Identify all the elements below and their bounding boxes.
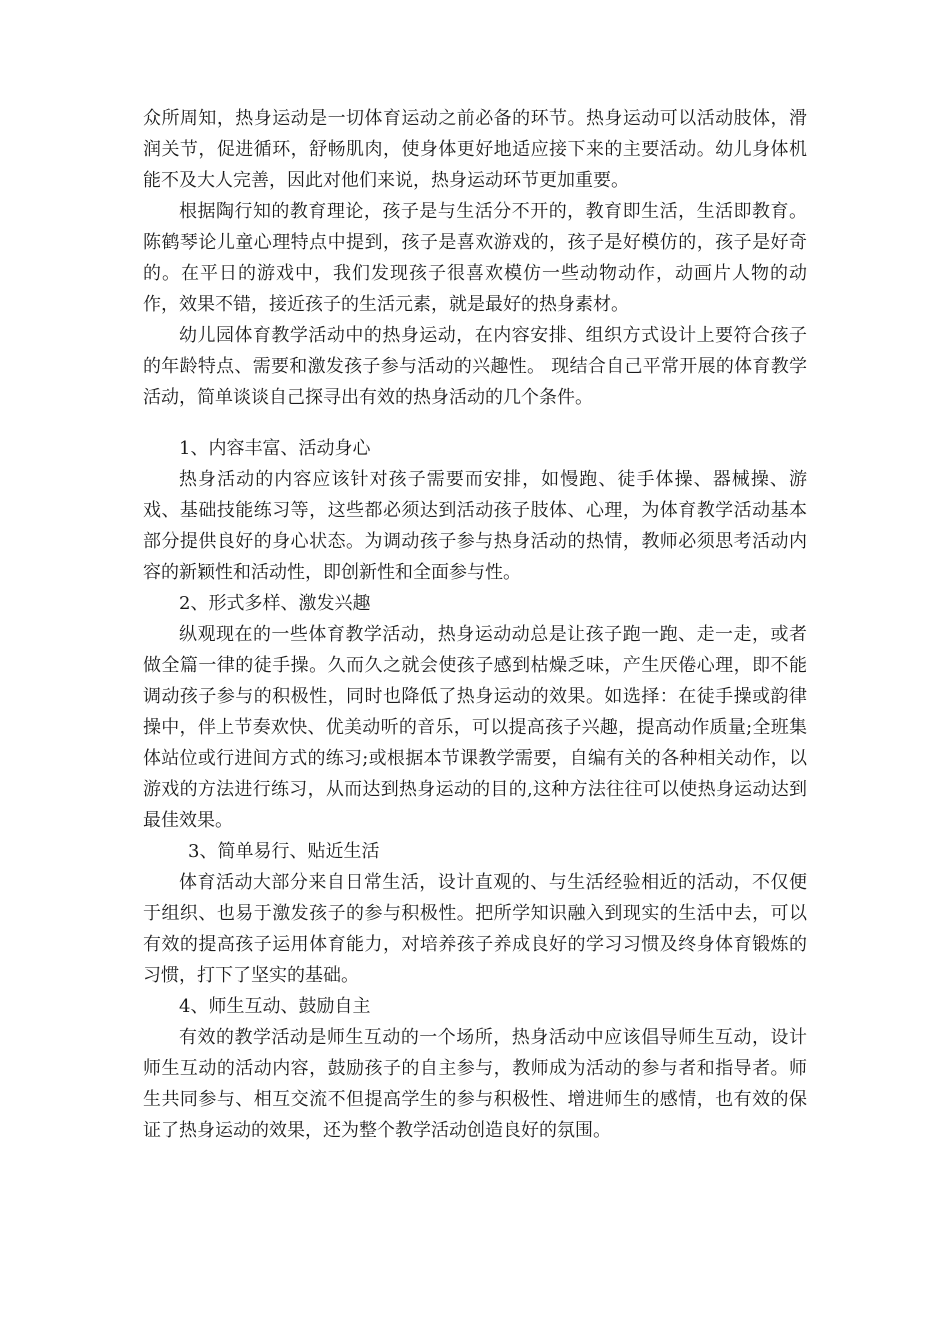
section-heading-1: 1、内容丰富、活动身心 (179, 438, 371, 459)
intro-paragraph-3: 幼儿园体育教学活动中的热身运动，在内容安排、组织方式设计上要符合孩子的年龄特点、需要和激发孩子参与活动的兴趣性。 现结合自己平常开展的体育教学活动，简单谈谈自己探寻出有效的热身活动的几个条件。 (143, 325, 807, 408)
section-body-1: 热身活动的内容应该针对孩子需要而安排，如慢跑、徒手体操、器械操、游戏、基础技能练习等，这些都必须达到活动孩子肢体、心理，为体育教学活动基本部分提供良好的身心状态。为调动孩子参与热身活动的热情，教师必须思考活动内容的新颖性和活动性，即创新性和全面参与性。 (143, 469, 807, 583)
section-body-3: 体育活动大部分来自日常生活，设计直观的、与生活经验相近的活动，不仅便于组织、也易于激发孩子的参与积极性。把所学知识融入到现实的生活中去，可以有效的提高孩子运用体育能力，对培养孩子养成良好的学习习惯及终身体育锻炼的习惯，打下了坚实的基础。 (143, 872, 807, 986)
section-body-4: 有效的教学活动是师生互动的一个场所，热身活动中应该倡导师生互动，设计师生互动的活动内容，鼓励孩子的自主参与，教师成为活动的参与者和指导者。师生共同参与、相互交流不但提高学生的参与积极性、增进师生的感情，也有效的保证了热身运动的效果，还为整个教学活动创造良好的氛围。 (143, 1027, 807, 1141)
section-heading-4: 4、师生互动、鼓励自主 (179, 996, 371, 1017)
document-page (143, 103, 807, 1146)
section-heading-3: 3、简单易行、贴近生活 (188, 841, 380, 862)
intro-paragraph-1: 众所周知，热身运动是一切体育运动之前必备的环节。热身运动可以活动肢体，滑润关节，促进循环，舒畅肌肉，使身体更好地适应接下来的主要活动。幼儿身体机能不及大人完善，因此对他们来说，热身运动环节更加重要。 (143, 108, 807, 191)
intro-paragraph-2: 根据陶行知的教育理论，孩子是与生活分不开的，教育即生活，生活即教育。陈鹤琴论儿童心理特点中提到，孩子是喜欢游戏的，孩子是好模仿的，孩子是好奇的。在平日的游戏中，我们发现孩子很喜欢模仿一些动物动作，动画片人物的动作，效果不错，接近孩子的生活元素，就是最好的热身素材。 (143, 201, 807, 315)
section-gap (143, 413, 807, 433)
section-body-2: 纵观现在的一些体育教学活动，热身运动动总是让孩子跑一跑、走一走，或者做全篇一律的徒手操。久而久之就会使孩子感到枯燥乏味，产生厌倦心理，即不能调动孩子参与的积极性，同时也降低了热身运动的效果。如选择：在徒手操或韵律操中，伴上节奏欢快、优美动听的音乐，可以提高孩子兴趣，提高动作质量;全班集体站位或行进间方式的练习;或根据本节课教学需要，自编有关的各种相关动作，以游戏的方法进行练习，从而达到热身运动的目的,这种方法往往可以使热身运动达到最佳效果。 (143, 624, 807, 831)
section-heading-2: 2、形式多样、激发兴趣 (179, 593, 371, 614)
